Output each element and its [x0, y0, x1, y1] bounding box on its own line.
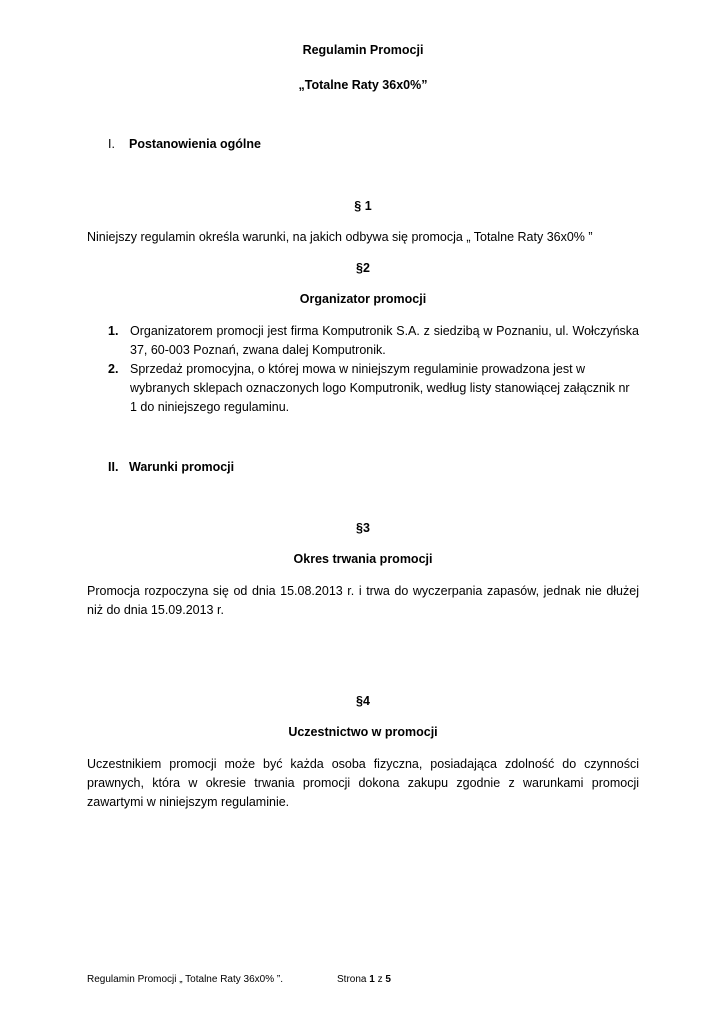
- list-item-text: Organizatorem promocji jest firma Komputronik S.A. z siedzibą w Poznaniu, ul. Wołczyńska 37, 60-003 Poznań, zwana dalej Komputronik.: [130, 324, 639, 357]
- paragraph-2-heading: Organizator promocji: [299, 292, 427, 306]
- document-subtitle: „Totalne Raty 36x0%”: [298, 78, 428, 92]
- paragraph-3-text: Promocja rozpoczyna się od dnia 15.08.2013 r. i trwa do wyczerpania zapasów, jednak nie dłużej niż do dnia 15.09.2013 r.: [87, 584, 639, 617]
- footer-page-number: [337, 974, 391, 985]
- paragraph-1-mark: § 1: [354, 199, 372, 213]
- paragraph-3-mark: §3: [356, 521, 370, 535]
- paragraph-2-mark: §2: [356, 261, 370, 275]
- document-title: Regulamin Promocji: [302, 43, 424, 57]
- section-1-heading: Postanowienia ogólne: [129, 137, 261, 151]
- footer-page-separator: z: [377, 974, 383, 985]
- paragraph-4-text: Uczestnikiem promocji może być każda osoba fizyczna, posiadająca zdolność do czynności prawnych, która w okresie trwania promocji dokona zakupu zgodnie z warunkami promocji zawartymi w niniejszym regulaminie.: [87, 757, 639, 809]
- section-1-number: I.: [108, 137, 115, 151]
- footer-page-total: 5: [385, 974, 391, 985]
- paragraph-3-heading: Okres trwania promocji: [293, 552, 433, 566]
- paragraph-1-text: Niniejszy regulamin określa warunki, na jakich odbywa się promocja „ Totalne Raty 36x0% ”: [87, 230, 593, 244]
- list-item: [108, 360, 639, 417]
- footer-page-current: 1: [369, 974, 375, 985]
- footer-page-label: Strona: [337, 974, 367, 985]
- paragraph-4-heading: Uczestnictwo w promocji: [288, 725, 438, 739]
- list-item-number: 2.: [108, 362, 119, 376]
- paragraph-4-mark: §4: [356, 694, 370, 708]
- footer-document-name: Regulamin Promocji „ Totalne Raty 36x0% ”.: [87, 974, 284, 985]
- section-2-heading: Warunki promocji: [129, 460, 235, 474]
- list-item-text: Sprzedaż promocyjna, o której mowa w niniejszym regulaminie prowadzona jest w wybranych sklepach oznaczonych logo Komputronik, według listy stanowiącej załącznik nr 1 do niniejszego regulaminu.: [130, 362, 630, 414]
- list-item-number: 1.: [108, 324, 119, 338]
- section-2-number: II.: [108, 460, 119, 474]
- list-item: [108, 322, 639, 360]
